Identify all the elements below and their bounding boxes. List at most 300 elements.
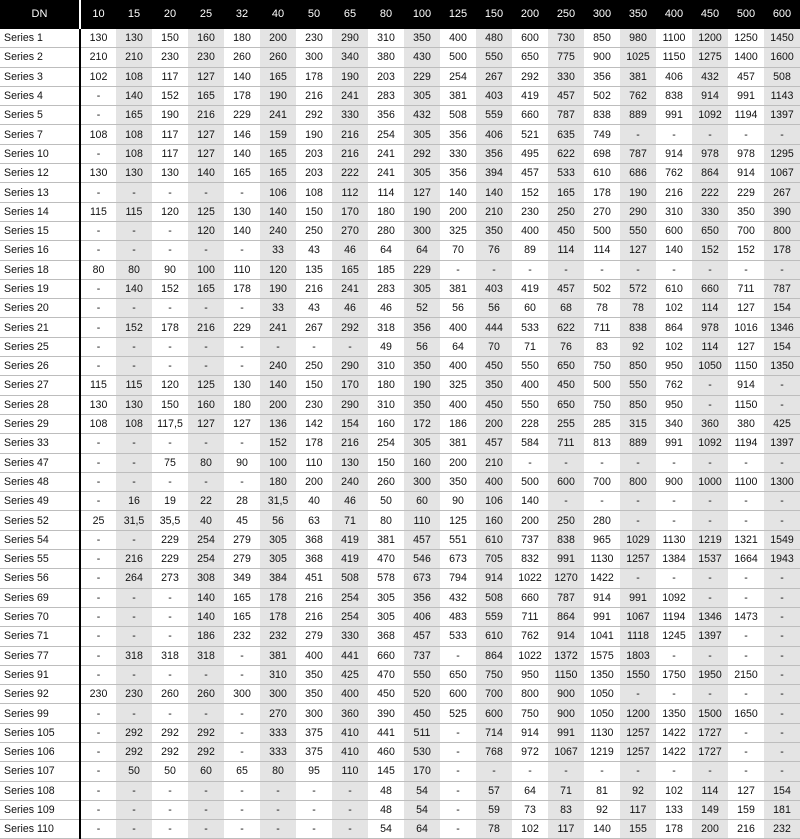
table-cell: 610 xyxy=(665,283,683,295)
series-label: Series 77 xyxy=(0,646,80,665)
table-cell: 216 xyxy=(332,434,368,453)
table-cell: 650 xyxy=(449,668,467,681)
table-cell: - xyxy=(96,765,101,778)
table-cell: - xyxy=(744,591,748,604)
table-cell: 270 xyxy=(332,221,368,240)
table-cell: 762 xyxy=(620,86,656,105)
table-cell: - xyxy=(600,456,604,469)
table-cell: 356 xyxy=(476,144,512,163)
table-cell: 110 xyxy=(233,263,251,276)
table-cell: 140 xyxy=(188,588,224,607)
table-cell: 406 xyxy=(665,70,683,83)
table-cell: 110 xyxy=(404,511,440,530)
table-cell: - xyxy=(672,263,676,276)
table-cell: - xyxy=(764,125,800,144)
table-cell: - xyxy=(764,569,800,588)
table-cell: 117 xyxy=(548,820,584,839)
table-cell: - xyxy=(692,685,728,704)
table-cell: 108 xyxy=(89,418,108,431)
table-cell: - xyxy=(692,762,728,781)
table-cell: 102 xyxy=(665,784,683,797)
table-cell: 186 xyxy=(188,627,224,646)
series-label: Series 106 xyxy=(0,742,80,761)
table-cell: - xyxy=(96,572,101,585)
table-cell: 190 xyxy=(620,183,656,202)
table-cell: 1575 xyxy=(590,649,614,662)
table-cell: 117 xyxy=(161,70,179,83)
table-cell: 978 xyxy=(692,318,728,337)
table-cell: 980 xyxy=(620,29,656,48)
table-cell: 133 xyxy=(665,804,683,817)
table-cell: 290 xyxy=(620,202,656,221)
size-column-header: 600 xyxy=(764,0,800,29)
table-cell: 794 xyxy=(449,572,467,585)
table-cell: 228 xyxy=(521,418,539,431)
table-cell: 1118 xyxy=(620,627,656,646)
table-cell: - xyxy=(744,514,748,527)
table-cell: 180 xyxy=(233,32,251,45)
table-cell: 117 xyxy=(161,128,179,141)
table-cell: 457 xyxy=(476,434,512,453)
table-cell: - xyxy=(168,668,172,681)
table-cell: 159 xyxy=(260,125,296,144)
table-cell: 400 xyxy=(521,379,539,392)
table-cell: 92 xyxy=(620,781,656,800)
table-cell: 1130 xyxy=(590,553,614,566)
series-label: Series 33 xyxy=(0,434,80,453)
table-cell: 127 xyxy=(188,144,224,163)
table-cell: 22 xyxy=(188,492,224,511)
size-column-header: 32 xyxy=(224,0,260,29)
table-cell: 152 xyxy=(260,434,296,453)
table-cell: 200 xyxy=(260,29,296,48)
table-cell: 130 xyxy=(332,453,368,472)
table-cell: 178 xyxy=(593,186,611,199)
table-cell: 108 xyxy=(116,67,152,86)
table-cell: - xyxy=(620,453,656,472)
table-cell: 267 xyxy=(764,183,800,202)
table-cell: 787 xyxy=(764,279,800,298)
table-cell: 83 xyxy=(596,340,608,353)
table-row xyxy=(0,685,800,704)
size-column-header: 65 xyxy=(332,0,368,29)
table-row xyxy=(0,627,800,646)
table-cell: 108 xyxy=(116,125,152,144)
table-cell: 89 xyxy=(524,244,536,257)
series-label: Series 3 xyxy=(0,67,80,86)
table-cell: - xyxy=(528,263,532,276)
table-cell: 150 xyxy=(305,379,323,392)
table-cell: - xyxy=(188,820,224,839)
table-cell: - xyxy=(96,147,101,160)
table-cell: 330 xyxy=(548,67,584,86)
table-cell: 1130 xyxy=(662,533,686,546)
table-cell: 406 xyxy=(476,125,512,144)
table-cell: 78 xyxy=(620,299,656,318)
table-cell: 1200 xyxy=(620,704,656,723)
table-cell: 200 xyxy=(260,395,296,414)
table-cell: 80 xyxy=(92,263,105,276)
table-cell: 1300 xyxy=(764,472,800,491)
table-cell: 356 xyxy=(449,128,467,141)
table-cell: 502 xyxy=(593,90,611,103)
table-cell: - xyxy=(96,726,101,739)
table-cell: 76 xyxy=(548,337,584,356)
table-cell: - xyxy=(672,456,676,469)
table-cell: 390 xyxy=(377,707,395,720)
table-cell: 419 xyxy=(332,530,368,549)
table-cell: 650 xyxy=(548,357,584,376)
table-cell: 254 xyxy=(332,588,368,607)
table-cell: 333 xyxy=(260,723,296,742)
table-cell: - xyxy=(312,823,316,836)
table-cell: 1150 xyxy=(548,665,584,684)
table-cell: 356 xyxy=(404,318,440,337)
table-cell: - xyxy=(116,241,152,260)
table-cell: 68 xyxy=(548,299,584,318)
table-cell: 150 xyxy=(305,205,323,218)
table-cell: 1372 xyxy=(548,646,584,665)
table-cell: 102 xyxy=(521,823,539,836)
table-cell: 310 xyxy=(377,360,395,373)
table-cell: 991 xyxy=(665,109,683,122)
series-label: Series 25 xyxy=(0,337,80,356)
size-column-header: 300 xyxy=(584,0,620,29)
table-cell: 1750 xyxy=(662,668,686,681)
table-cell: 768 xyxy=(476,742,512,761)
table-cell: - xyxy=(744,726,748,739)
table-cell: 1397 xyxy=(692,627,728,646)
table-cell: 216 xyxy=(305,90,323,103)
table-cell: 330 xyxy=(332,627,368,646)
table-cell: 406 xyxy=(404,607,440,626)
table-cell: - xyxy=(600,495,604,508)
table-cell: 110 xyxy=(305,456,323,469)
table-cell: - xyxy=(168,804,172,817)
table-cell: 600 xyxy=(449,688,467,701)
table-cell: - xyxy=(116,183,152,202)
table-cell: - xyxy=(188,241,224,260)
table-cell: 250 xyxy=(548,511,584,530)
table-cell: 229 xyxy=(737,186,755,199)
table-cell: 232 xyxy=(764,820,800,839)
table-cell: 150 xyxy=(161,398,179,411)
table-cell: 260 xyxy=(161,688,179,701)
table-cell: 650 xyxy=(548,395,584,414)
table-cell: 419 xyxy=(332,550,368,569)
table-cell: 700 xyxy=(593,475,611,488)
table-cell: 232 xyxy=(233,630,251,643)
table-row xyxy=(0,164,800,183)
series-label: Series 18 xyxy=(0,260,80,279)
table-cell: 300 xyxy=(305,51,323,64)
table-cell: - xyxy=(168,611,172,624)
table-cell: 1150 xyxy=(734,360,758,373)
table-cell: 229 xyxy=(233,321,251,334)
series-label: Series 69 xyxy=(0,588,80,607)
table-cell: 610 xyxy=(476,530,512,549)
table-cell: - xyxy=(764,723,800,742)
table-cell: 1150 xyxy=(734,398,758,411)
table-cell: 508 xyxy=(449,109,467,122)
table-cell: 1422 xyxy=(662,726,686,739)
table-cell: 1194 xyxy=(662,611,686,624)
table-cell: 305 xyxy=(404,125,440,144)
table-cell: 230 xyxy=(188,48,224,67)
table-row xyxy=(0,588,800,607)
table-cell: 127 xyxy=(188,414,224,433)
table-cell: 170 xyxy=(404,762,440,781)
table-cell: 1219 xyxy=(590,746,614,759)
table-cell: 56 xyxy=(476,299,512,318)
table-cell: 65 xyxy=(236,765,248,778)
table-cell: 330 xyxy=(332,106,368,125)
table-row xyxy=(0,318,800,337)
table-cell: 56 xyxy=(452,302,464,315)
table-cell: 54 xyxy=(404,800,440,819)
table-cell: 102 xyxy=(665,302,683,315)
table-cell: 350 xyxy=(449,475,467,488)
table-cell: 349 xyxy=(233,572,251,585)
table-cell: - xyxy=(672,495,676,508)
series-label: Series 2 xyxy=(0,48,80,67)
table-cell: 508 xyxy=(764,67,800,86)
table-cell: 441 xyxy=(377,726,395,739)
series-label: Series 15 xyxy=(0,221,80,240)
table-cell: 64 xyxy=(524,784,536,797)
table-cell: 292 xyxy=(521,70,539,83)
table-cell: - xyxy=(620,125,656,144)
table-cell: - xyxy=(672,514,676,527)
table-cell: 390 xyxy=(764,202,800,221)
table-cell: 28 xyxy=(236,495,248,508)
table-cell: 305 xyxy=(404,434,440,453)
table-cell: 108 xyxy=(305,186,323,199)
table-cell: 125 xyxy=(188,376,224,395)
table-cell: - xyxy=(764,453,800,472)
table-cell: 71 xyxy=(548,781,584,800)
table-cell: 914 xyxy=(476,569,512,588)
table-cell: 80 xyxy=(116,260,152,279)
table-cell: 210 xyxy=(89,51,108,64)
table-cell: 216 xyxy=(305,283,323,295)
table-cell: 241 xyxy=(260,318,296,337)
table-cell: - xyxy=(692,260,728,279)
table-cell: 60 xyxy=(404,492,440,511)
table-cell: 130 xyxy=(233,379,251,392)
table-cell: 350 xyxy=(404,29,440,48)
table-cell: 241 xyxy=(332,86,368,105)
table-cell: 154 xyxy=(764,337,800,356)
table-cell: - xyxy=(744,746,748,759)
table-row xyxy=(0,781,800,800)
table-row xyxy=(0,742,800,761)
table-cell: - xyxy=(692,588,728,607)
table-cell: - xyxy=(456,804,460,817)
table-cell: 550 xyxy=(476,48,512,67)
table-cell: 368 xyxy=(305,553,323,566)
table-cell: 178 xyxy=(260,607,296,626)
table-row xyxy=(0,646,800,665)
table-cell: 49 xyxy=(380,340,392,353)
table-cell: 502 xyxy=(593,283,611,295)
table-cell: 1000 xyxy=(692,472,728,491)
table-cell: 698 xyxy=(593,147,611,160)
table-cell: 787 xyxy=(548,106,584,125)
table-cell: 310 xyxy=(665,205,683,218)
table-cell: 178 xyxy=(233,90,251,103)
table-cell: - xyxy=(476,762,512,781)
table-cell: - xyxy=(260,800,296,819)
table-cell: 165 xyxy=(233,167,251,180)
table-cell: - xyxy=(744,630,748,643)
table-cell: 305 xyxy=(260,550,296,569)
table-cell: 483 xyxy=(449,611,467,624)
series-label: Series 49 xyxy=(0,492,80,511)
table-cell: 775 xyxy=(548,48,584,67)
table-cell: 350 xyxy=(476,221,512,240)
series-label: Series 29 xyxy=(0,414,80,433)
table-cell: 178 xyxy=(764,241,800,260)
table-cell: 551 xyxy=(449,533,467,546)
table-row xyxy=(0,221,800,240)
table-cell: 140 xyxy=(593,823,611,836)
table-cell: 350 xyxy=(404,357,440,376)
table-cell: 838 xyxy=(665,90,683,103)
table-cell: 76 xyxy=(476,241,512,260)
table-cell: 117 xyxy=(620,800,656,819)
series-label: Series 99 xyxy=(0,704,80,723)
table-cell: - xyxy=(764,376,800,395)
series-label: Series 108 xyxy=(0,781,80,800)
table-cell: 108 xyxy=(116,144,152,163)
table-cell: 140 xyxy=(476,183,512,202)
table-cell: 550 xyxy=(521,398,539,411)
table-cell: 46 xyxy=(332,299,368,318)
table-cell: 578 xyxy=(377,572,395,585)
table-cell: 241 xyxy=(377,147,395,160)
table-cell: - xyxy=(764,762,800,781)
table-cell: 730 xyxy=(548,29,584,48)
table-cell: 737 xyxy=(404,646,440,665)
table-cell: - xyxy=(116,453,152,472)
table-cell: - xyxy=(96,823,101,836)
table-cell: 190 xyxy=(332,67,368,86)
table-cell: 16 xyxy=(116,492,152,511)
table-cell: 914 xyxy=(593,591,611,604)
table-cell: 787 xyxy=(620,144,656,163)
table-cell: 64 xyxy=(380,244,392,257)
header-row xyxy=(0,0,800,29)
table-cell: - xyxy=(96,649,101,662)
table-cell: 229 xyxy=(404,260,440,279)
table-cell: 533 xyxy=(548,164,584,183)
table-cell: 900 xyxy=(548,704,584,723)
table-cell: - xyxy=(764,588,800,607)
table-cell: - xyxy=(744,128,748,141)
table-cell: 991 xyxy=(548,723,584,742)
table-row xyxy=(0,511,800,530)
table-cell: - xyxy=(312,784,316,797)
table-cell: 290 xyxy=(332,29,368,48)
table-cell: 991 xyxy=(548,550,584,569)
table-row xyxy=(0,704,800,723)
table-cell: 1092 xyxy=(662,591,686,604)
table-cell: - xyxy=(692,376,728,395)
table-cell: - xyxy=(96,784,101,797)
table-cell: 1257 xyxy=(620,550,656,569)
table-cell: 457 xyxy=(737,70,755,83)
table-cell: 130 xyxy=(233,205,251,218)
table-cell: 108 xyxy=(116,414,152,433)
table-cell: 140 xyxy=(665,244,683,257)
table-cell: - xyxy=(240,302,244,315)
table-cell: 292 xyxy=(188,742,224,761)
series-label: Series 110 xyxy=(0,820,80,839)
table-cell: 280 xyxy=(593,514,611,527)
table-cell: - xyxy=(744,495,748,508)
table-cell: - xyxy=(116,434,152,453)
size-column-header: 500 xyxy=(728,0,764,29)
table-cell: 991 xyxy=(737,90,755,103)
table-cell: 135 xyxy=(305,263,323,276)
table-cell: 457 xyxy=(404,627,440,646)
table-cell: - xyxy=(168,591,172,604)
table-cell: 154 xyxy=(332,414,368,433)
table-cell: 130 xyxy=(89,32,108,45)
table-cell: 384 xyxy=(260,569,296,588)
table-cell: - xyxy=(240,746,244,759)
table-cell: 965 xyxy=(593,533,611,546)
table-row xyxy=(0,414,800,433)
table-cell: 140 xyxy=(260,376,296,395)
table-cell: 584 xyxy=(521,437,539,450)
table-cell: 450 xyxy=(476,395,512,414)
table-cell: 686 xyxy=(620,164,656,183)
table-cell: 559 xyxy=(476,106,512,125)
table-cell: - xyxy=(744,649,748,662)
table-cell: 33 xyxy=(260,299,296,318)
table-cell: 381 xyxy=(449,283,467,295)
table-cell: 305 xyxy=(404,279,440,298)
table-cell: - xyxy=(116,704,152,723)
table-cell: 1022 xyxy=(518,572,542,585)
table-cell: 114 xyxy=(548,241,584,260)
table-cell: - xyxy=(168,707,172,720)
table-cell: - xyxy=(96,109,101,122)
table-row xyxy=(0,106,800,125)
table-cell: 325 xyxy=(449,379,467,392)
table-cell: - xyxy=(96,804,101,817)
table-row xyxy=(0,434,800,453)
table-cell: 130 xyxy=(89,167,108,180)
table-cell: 81 xyxy=(596,784,608,797)
table-cell: 260 xyxy=(233,51,251,64)
table-cell: 216 xyxy=(737,823,755,836)
table-cell: 114 xyxy=(692,299,728,318)
table-cell: 425 xyxy=(332,665,368,684)
table-cell: 150 xyxy=(161,32,179,45)
table-cell: 1092 xyxy=(692,434,728,453)
table-cell: 60 xyxy=(524,302,536,315)
table-cell: 178 xyxy=(233,283,251,295)
table-cell: 43 xyxy=(308,244,320,257)
table-cell: 525 xyxy=(449,707,467,720)
table-cell: 864 xyxy=(548,607,584,626)
table-cell: 130 xyxy=(161,167,179,180)
table-cell: - xyxy=(456,765,460,778)
table-cell: - xyxy=(96,495,101,508)
